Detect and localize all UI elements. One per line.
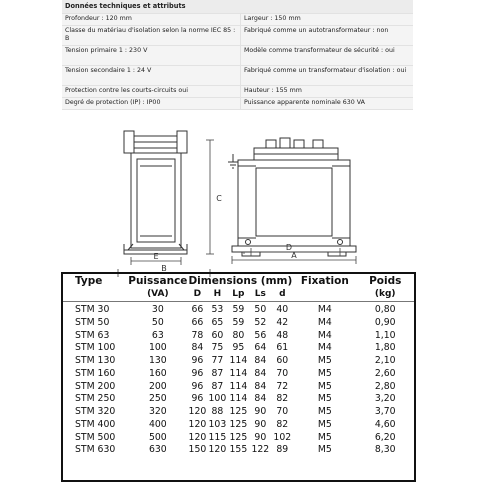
cell-type: STM 160 bbox=[75, 367, 116, 379]
cell-lp: 59 bbox=[232, 316, 245, 328]
cell-puissance: 160 bbox=[148, 367, 167, 379]
cell-fixation: M4 bbox=[317, 342, 332, 354]
cell-lp: 80 bbox=[232, 329, 245, 341]
cell-ls: 52 bbox=[254, 316, 267, 328]
cell-lp: 114 bbox=[229, 380, 248, 392]
attribute-right: Fabriqué comme un transformateur d'isolation : oui bbox=[241, 66, 414, 86]
cell-lp: 114 bbox=[229, 393, 248, 405]
cell-ls: 84 bbox=[254, 393, 267, 405]
cell-h: 60 bbox=[211, 329, 224, 341]
cell-poids: 1,10 bbox=[374, 329, 396, 341]
cell-h: 103 bbox=[208, 418, 227, 430]
cell-puissance: 200 bbox=[148, 380, 167, 392]
table-row bbox=[63, 432, 414, 445]
cell-poids: 4,60 bbox=[374, 418, 396, 430]
cell-d-small: 48 bbox=[276, 329, 289, 341]
cell-poids: 2,10 bbox=[374, 355, 396, 366]
table-row bbox=[63, 342, 414, 355]
dim-label-c: C bbox=[216, 194, 222, 203]
cell-type: STM 63 bbox=[75, 329, 110, 341]
cell-type: STM 630 bbox=[75, 444, 116, 456]
table-row bbox=[63, 406, 414, 419]
spec-table-frame bbox=[61, 272, 416, 482]
cell-d-small: 70 bbox=[276, 406, 289, 417]
cell-h: 88 bbox=[211, 406, 224, 417]
cell-ls: 84 bbox=[254, 380, 267, 392]
table-row bbox=[63, 355, 414, 368]
side-view-dimensions bbox=[118, 140, 214, 277]
dim-label-d: D bbox=[285, 243, 293, 252]
cell-fixation: M5 bbox=[317, 380, 332, 392]
cell-puissance: 130 bbox=[148, 355, 167, 366]
cell-ls: 56 bbox=[254, 329, 267, 341]
cell-lp: 114 bbox=[229, 367, 248, 379]
cell-d-small: 82 bbox=[276, 393, 289, 405]
cell-lp: 59 bbox=[232, 304, 245, 315]
cell-type: STM 400 bbox=[75, 418, 116, 430]
cell-d: 96 bbox=[191, 380, 204, 392]
cell-poids: 1,80 bbox=[374, 342, 396, 354]
cell-puissance: 500 bbox=[148, 431, 167, 443]
attribute-row bbox=[62, 98, 413, 110]
cell-type: STM 130 bbox=[75, 355, 116, 366]
cell-type: STM 50 bbox=[75, 316, 110, 328]
table-row bbox=[63, 317, 414, 330]
cell-h: 120 bbox=[208, 444, 227, 456]
cell-d: 96 bbox=[191, 393, 204, 405]
cell-d-small: 89 bbox=[276, 444, 289, 456]
cell-fixation: M4 bbox=[317, 329, 332, 341]
cell-d: 66 bbox=[191, 304, 204, 315]
cell-ls: 84 bbox=[254, 367, 267, 379]
cell-d: 96 bbox=[191, 367, 204, 379]
cell-d-small: 60 bbox=[276, 355, 289, 366]
cell-d-small: 82 bbox=[276, 418, 289, 430]
table-row bbox=[63, 330, 414, 343]
cell-lp: 125 bbox=[229, 406, 248, 417]
cell-ls: 90 bbox=[254, 431, 267, 443]
cell-d: 96 bbox=[191, 355, 204, 366]
cell-puissance: 50 bbox=[151, 316, 164, 328]
cell-d: 66 bbox=[191, 316, 204, 328]
col-header-puissance: Puissance bbox=[128, 275, 188, 287]
attribute-row bbox=[62, 26, 413, 46]
cell-fixation: M5 bbox=[317, 431, 332, 443]
attribute-row bbox=[62, 66, 413, 86]
cell-ls: 84 bbox=[254, 355, 267, 366]
cell-fixation: M5 bbox=[317, 393, 332, 405]
cell-ls: 50 bbox=[254, 304, 267, 315]
col-header-dimensions: Dimensions (mm) bbox=[188, 275, 293, 287]
attribute-left: Degré de protection (IP) : IP00 bbox=[62, 98, 241, 110]
cell-poids: 6,20 bbox=[374, 431, 396, 443]
table-row bbox=[63, 419, 414, 432]
cell-fixation: M5 bbox=[317, 367, 332, 379]
col-header-poids: Poids bbox=[369, 275, 402, 287]
cell-d: 84 bbox=[191, 342, 204, 354]
cell-d: 120 bbox=[188, 431, 207, 443]
attribute-left: Protection contre les courts-circuits oui bbox=[62, 86, 241, 98]
cell-h: 65 bbox=[211, 316, 224, 328]
table-row bbox=[63, 393, 414, 406]
cell-lp: 114 bbox=[229, 355, 248, 366]
cell-poids: 0,90 bbox=[374, 316, 396, 328]
cell-poids: 8,30 bbox=[374, 444, 396, 456]
cell-lp: 155 bbox=[229, 444, 248, 456]
cell-h: 115 bbox=[208, 431, 227, 443]
col-header-dim-lp: Lp bbox=[227, 288, 249, 302]
cell-poids: 3,70 bbox=[374, 406, 396, 417]
cell-h: 75 bbox=[211, 342, 224, 354]
cell-puissance: 63 bbox=[151, 329, 164, 341]
cell-fixation: M5 bbox=[317, 444, 332, 456]
col-header-poids-unit: (kg) bbox=[356, 288, 414, 302]
cell-fixation: M5 bbox=[317, 406, 332, 417]
cell-puissance: 320 bbox=[148, 406, 167, 417]
attribute-right: Modèle comme transformateur de sécurité : oui bbox=[241, 46, 414, 66]
col-header-dim-ls: Ls bbox=[249, 288, 271, 302]
spec-table bbox=[63, 274, 414, 457]
cell-poids: 2,60 bbox=[374, 367, 396, 379]
cell-h: 53 bbox=[211, 304, 224, 315]
cell-d: 150 bbox=[188, 444, 207, 456]
cell-h: 87 bbox=[211, 380, 224, 392]
attribute-left: Tension primaire 1 : 230 V bbox=[62, 46, 241, 66]
dim-label-e: E bbox=[153, 252, 159, 261]
cell-type: STM 200 bbox=[75, 380, 116, 392]
cell-lp: 95 bbox=[232, 342, 245, 354]
cell-type: STM 100 bbox=[75, 342, 116, 354]
table-row bbox=[63, 368, 414, 381]
cell-lp: 125 bbox=[229, 431, 248, 443]
cell-ls: 90 bbox=[254, 418, 267, 430]
cell-d-small: 40 bbox=[276, 304, 289, 315]
col-header-puissance-unit: (VA) bbox=[128, 288, 187, 302]
attribute-left: Tension secondaire 1 : 24 V bbox=[62, 66, 241, 86]
cell-lp: 125 bbox=[229, 418, 248, 430]
cell-h: 77 bbox=[211, 355, 224, 366]
attribute-row bbox=[62, 86, 413, 98]
cell-poids: 2,80 bbox=[374, 380, 396, 392]
cell-type: STM 500 bbox=[75, 431, 116, 443]
cell-puissance: 400 bbox=[148, 418, 167, 430]
cell-puissance: 100 bbox=[148, 342, 167, 354]
table-row bbox=[63, 444, 414, 457]
attribute-row bbox=[62, 14, 413, 26]
cell-puissance: 630 bbox=[148, 444, 167, 456]
cell-d-small: 72 bbox=[276, 380, 289, 392]
cell-fixation: M5 bbox=[317, 355, 332, 366]
side-view-drawing bbox=[124, 131, 187, 254]
cell-d-small: 102 bbox=[273, 431, 292, 443]
cell-d: 78 bbox=[191, 329, 204, 341]
cell-ls: 90 bbox=[254, 406, 267, 417]
cell-poids: 3,20 bbox=[374, 393, 396, 405]
cell-type: STM 30 bbox=[75, 304, 110, 315]
attribute-right: Fabriqué comme un autotransformateur : non bbox=[241, 26, 414, 46]
cell-type: STM 320 bbox=[75, 406, 116, 417]
attribute-right: Hauteur : 155 mm bbox=[241, 86, 414, 98]
table-row bbox=[63, 381, 414, 394]
transformer-drawings bbox=[0, 126, 483, 273]
attribute-right: Largeur : 150 mm bbox=[241, 14, 414, 26]
col-header-dim-h: H bbox=[207, 288, 227, 302]
attribute-left: Classe du matériau d'isolation selon la norme IEC 85 : B bbox=[62, 26, 241, 46]
table-row bbox=[63, 302, 414, 317]
col-header-dim-d: D bbox=[187, 288, 207, 302]
cell-d: 120 bbox=[188, 406, 207, 417]
dim-label-a: A bbox=[291, 251, 297, 260]
cell-puissance: 30 bbox=[151, 304, 164, 315]
front-view-drawing bbox=[228, 138, 356, 256]
dim-label-b: B bbox=[161, 264, 167, 273]
cell-fixation: M5 bbox=[317, 418, 332, 430]
attribute-right: Puissance apparente nominale 630 VA bbox=[241, 98, 414, 110]
cell-fixation: M4 bbox=[317, 316, 332, 328]
col-header-dim-d-small: d bbox=[271, 288, 293, 302]
cell-poids: 0,80 bbox=[374, 304, 396, 315]
cell-fixation: M4 bbox=[317, 304, 332, 315]
cell-d-small: 61 bbox=[276, 342, 289, 354]
cell-d-small: 70 bbox=[276, 367, 289, 379]
cell-d-small: 42 bbox=[276, 316, 289, 328]
cell-puissance: 250 bbox=[148, 393, 167, 405]
attribute-row bbox=[62, 46, 413, 66]
attributes-title: Données techniques et attributs bbox=[62, 0, 413, 14]
col-header-fixation: Fixation bbox=[300, 275, 349, 287]
cell-h: 87 bbox=[211, 367, 224, 379]
cell-d: 120 bbox=[188, 418, 207, 430]
cell-ls: 122 bbox=[251, 444, 270, 456]
attributes-table bbox=[62, 0, 413, 110]
col-header-type: Type bbox=[75, 275, 103, 287]
attribute-left: Profondeur : 120 mm bbox=[62, 14, 241, 26]
cell-h: 100 bbox=[208, 393, 227, 405]
cell-ls: 64 bbox=[254, 342, 267, 354]
cell-type: STM 250 bbox=[75, 393, 116, 405]
